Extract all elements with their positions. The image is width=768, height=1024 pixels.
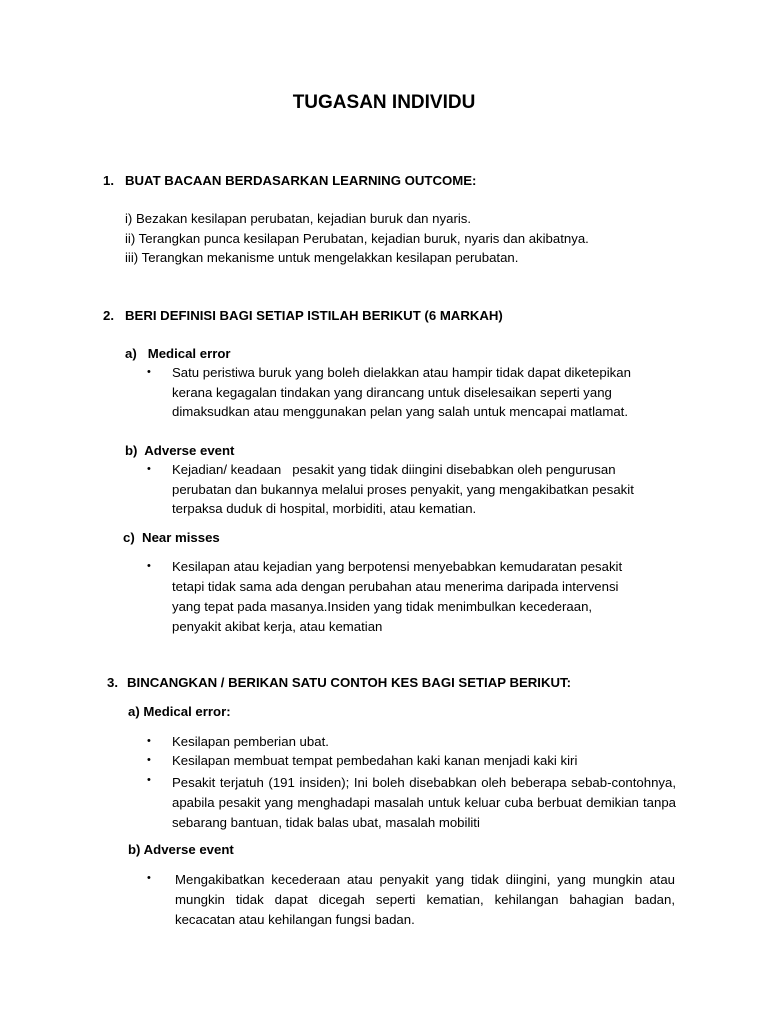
q2-a-label: a) Medical error (125, 346, 231, 361)
bullet-icon: • (147, 560, 151, 572)
q2-c-line-4: penyakit akibat kerja, atau kematian (172, 619, 383, 634)
q1-item-1: i) Bezakan kesilapan perubatan, kejadian buruk dan nyaris. (125, 211, 472, 226)
q3-heading: BINCANGKAN / BERIKAN SATU CONTOH KES BAGI SETIAP BERIKUT: (127, 675, 571, 690)
q2-a-line-2: kerana kegagalan tindakan yang dirancang untuk diselesaikan seperti yang (172, 385, 612, 400)
q2-b-line-1: Kejadian/ keadaan pesakit yang tidak diingini disebabkan oleh pengurusan (172, 462, 616, 477)
q2-b-line-3: terpaksa duduk di hospital, morbiditi, atau kematian. (172, 501, 477, 516)
q2-b-line-2: perubatan dan bukannya melalui proses penyakit, yang mengakibatkan pesakit (172, 482, 634, 497)
q2-c-line-3: yang tepat pada masanya.Insiden yang tidak menimbulkan kecederaan, (172, 599, 593, 614)
bullet-icon: • (147, 754, 151, 766)
bullet-icon: • (147, 366, 151, 378)
q3-a-bullet-2: Kesilapan membuat tempat pembedahan kaki kanan menjadi kaki kiri (172, 753, 578, 768)
q3-a-bullet-3: Pesakit terjatuh (191 insiden); Ini boleh disebabkan oleh beberapa sebab-contohnya, apabila pesakit yang menghadapi masalah untuk keluar cuba berbuat demikian tanpa sebarang bantuan, tidak balas ubat, masalah mobiliti (172, 775, 676, 830)
bullet-icon: • (147, 872, 151, 884)
q2-number: 2. (103, 308, 114, 323)
q1-item-3: iii) Terangkan mekanisme untuk mengelakkan kesilapan perubatan. (125, 250, 519, 265)
q1-item-2: ii) Terangkan punca kesilapan Perubatan, kejadian buruk, nyaris dan akibatnya. (125, 231, 589, 246)
q3-number: 3. (107, 675, 118, 690)
q1-number: 1. (103, 173, 114, 188)
bullet-icon: • (147, 463, 151, 475)
document-title: TUGASAN INDIVIDU (292, 92, 476, 113)
q2-heading: BERI DEFINISI BAGI SETIAP ISTILAH BERIKUT (6 MARKAH) (125, 308, 503, 323)
bullet-icon: • (147, 735, 151, 747)
q2-b-label: b) Adverse event (125, 443, 235, 458)
q1-heading: BUAT BACAAN BERDASARKAN LEARNING OUTCOME: (125, 173, 477, 188)
q2-c-label: c) Near misses (123, 530, 220, 545)
q3-a-bullet-1: Kesilapan pemberian ubat. (172, 734, 329, 749)
q2-c-line-2: tetapi tidak sama ada dengan perubahan atau menerima daripada intervensi (172, 579, 619, 594)
q3-b-text: Mengakibatkan kecederaan atau penyakit yang tidak diingini, yang mungkin atau mungkin tidak dapat dicegah seperti kematian, kehilangan bahagian badan, kecacatan atau kehilangan fungsi badan. (175, 872, 675, 927)
q3-a-label: a) Medical error: (128, 704, 231, 719)
q2-a-line-3: dimaksudkan atau menggunakan pelan yang salah untuk mencapai matlamat. (172, 404, 628, 419)
q3-b-label: b) Adverse event (128, 842, 234, 857)
bullet-icon: • (147, 774, 151, 786)
q2-c-line-1: Kesilapan atau kejadian yang berpotensi menyebabkan kemudaratan pesakit (172, 559, 623, 574)
q2-a-line-1: Satu peristiwa buruk yang boleh dielakkan atau hampir tidak dapat diketepikan (172, 365, 631, 380)
